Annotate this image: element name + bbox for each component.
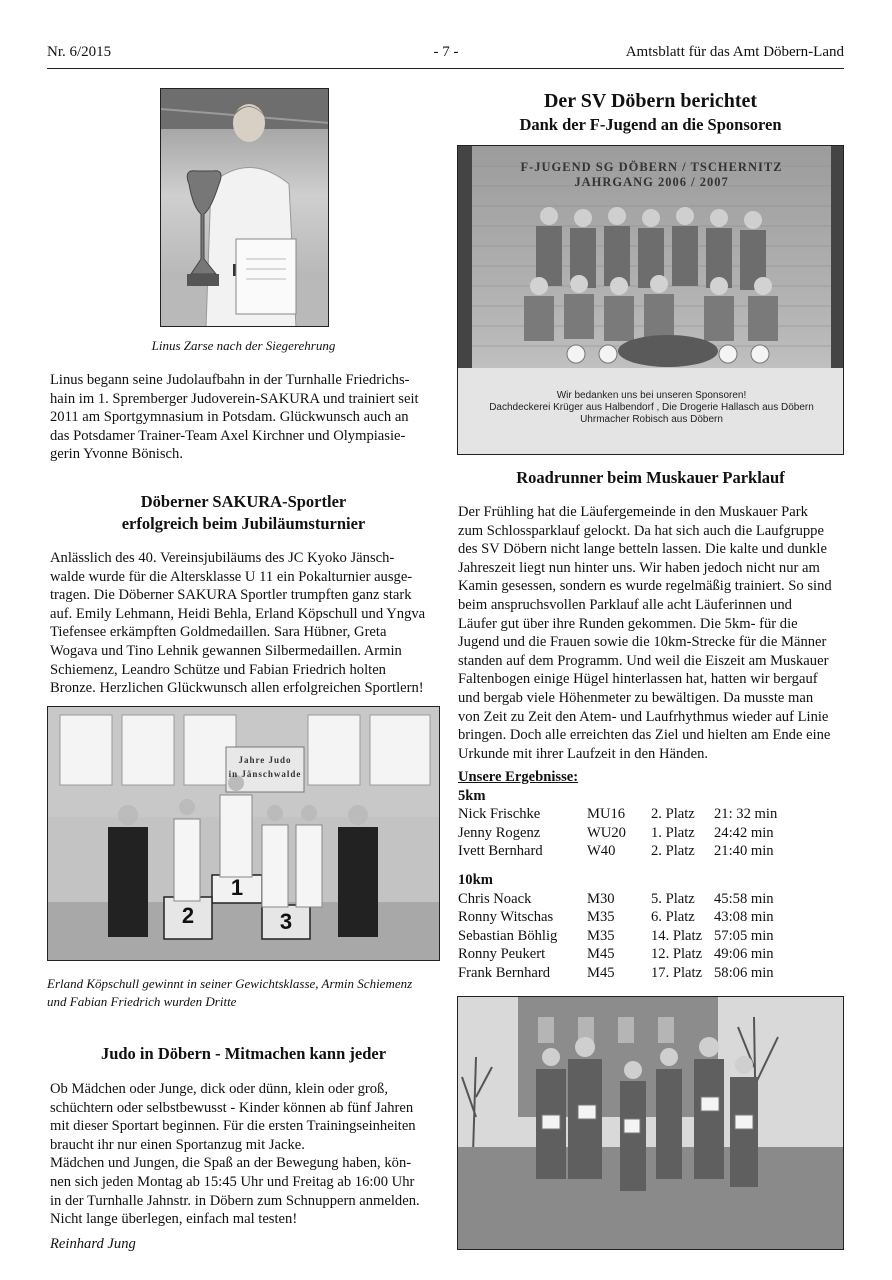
runner-name: Ronny Peukert [458, 946, 546, 963]
text-line: Der Frühling hat die Läufergemeinde in den Muskauer Park [458, 504, 808, 520]
text-line: von Zeit zu Zeit den Atem- und Laufrhythmus wieder auf Linie [458, 708, 829, 725]
caption-line: Erland Köpschull gewinnt in seiner Gewichtsklasse, Armin Schiemenz [47, 976, 413, 991]
text-line: standen auf dem Programm. Und weil die Eiszeit am Muskauer [458, 652, 829, 669]
photo-linus-illustration [161, 89, 329, 327]
runner-time: 21:40 min [714, 843, 774, 860]
runner-name: Ronny Witschas [458, 909, 554, 926]
runner-place: 1. Platz [651, 824, 695, 841]
photo2-caption [47, 975, 440, 1011]
sakura-paragraph [50, 549, 440, 698]
sakura-headline-line1: Döberner SAKURA-Sportler [140, 492, 347, 511]
text-line: bringen. Doch alle erreichten das Ziel und hielten am Ende eine [458, 727, 831, 744]
runner-time: 24:42 min [714, 824, 774, 841]
runner-name: Jenny Rogenz [458, 824, 541, 841]
text-line: Jahreszeit liegt nun hinter uns. Wir haben jedoch nicht nur am [458, 559, 820, 576]
results-10km-table [458, 890, 774, 983]
linus-paragraph [50, 371, 440, 464]
runner-class: M35 [587, 909, 615, 926]
text-line: walde wurde für die Altersklasse U 11 ein Pokalturnier ausge- [50, 568, 413, 585]
text-line: Ob Mädchen oder Junge, dick oder dünn, klein oder groß, [50, 1081, 389, 1097]
text-line: Nicht lange überlegen, einfach mal testen! [50, 1211, 298, 1228]
text-line: nen sich jeden Montag ab 15:45 Uhr und Freitag ab 16:00 Uhr [50, 1173, 415, 1190]
caption-line: und Fabian Friedrich wurden Dritte [47, 994, 237, 1009]
text-line: Linus begann seine Judolaufbahn in der Turnhalle Friedrichs- [50, 372, 410, 388]
text-line: Läufer gut über ihre Runden gekommen. Die 5km- für die [458, 615, 798, 632]
publication-name: Amtsblatt für das Amt Döbern-Land [625, 44, 844, 60]
table-row [458, 805, 777, 824]
text-line: Faltenbogen einige Hügel hinterlassen hat, hatten wir bergauf [458, 671, 818, 688]
sponsor-line: Dachdeckerei Krüger aus Halbendorf , Die Drogerie Hallasch aus Döbern [489, 402, 814, 413]
podium-number-1: 1 [230, 875, 244, 900]
runner-place: 12. Platz [651, 946, 703, 963]
text-line: des SV Döbern nicht lange betteln lassen. Die kalte und dunkle [458, 541, 827, 558]
text-line: Jugend und die Frauen sowie die 10km-Strecke für die Männer [458, 634, 827, 651]
text-line: mit dieser Sportart beginnen. Für die ersten Trainingseinheiten [50, 1118, 416, 1135]
sponsor-line: Uhrmacher Robisch aus Döbern [580, 414, 723, 425]
podium-number-2: 2 [181, 903, 195, 928]
text-line: gerin Yvonne Bönisch. [50, 446, 183, 463]
photo-runners-illustration [458, 997, 844, 1250]
sakura-headline [47, 491, 440, 535]
runner-class: M35 [587, 927, 615, 944]
runner-time: 58:06 min [714, 964, 774, 981]
text-line: Anlässlich des 40. Vereinsjubiläums des JC Kyoko Jänsch- [50, 550, 395, 566]
results-5km-label: 5km [458, 787, 486, 804]
roadrunner-paragraph [458, 503, 843, 763]
table-row [458, 824, 777, 843]
text-line: 2011 am Sportgymnasium in Potsdam. Glückwunsch auch an [50, 409, 409, 426]
runner-place: 2. Platz [651, 843, 695, 860]
runner-place: 2. Platz [651, 806, 695, 823]
photo-runners [457, 996, 844, 1250]
photo-podium [47, 706, 440, 961]
author: Reinhard Jung [50, 1236, 136, 1252]
issue-number: Nr. 6/2015 [47, 44, 112, 60]
text-line: auf. Emily Lehmann, Heidi Behla, Erland Köpschull und Yngva [50, 605, 426, 622]
podium-number-3: 3 [279, 909, 293, 934]
table-row [458, 842, 777, 861]
text-line: beim anspruchsvollen Parklauf alle acht Läuferinnen und [458, 596, 792, 613]
runner-name: Frank Bernhard [458, 964, 550, 981]
photo-podium-illustration [48, 707, 440, 961]
results-title: Unsere Ergebnisse: [458, 769, 579, 785]
runner-time: 45:58 min [714, 890, 774, 907]
runner-time: 57:05 min [714, 927, 774, 944]
text-line: Wogava und Tino Lehnik gewannen Silbermedaillen. Armin [50, 642, 402, 659]
team-banner [478, 160, 825, 190]
sponsor-text [472, 390, 831, 426]
text-line: Bronze. Herzlichen Glückwunsch allen erfolgreichen Sportlern! [50, 680, 424, 697]
runner-time: 43:08 min [714, 909, 774, 926]
results-block [458, 768, 843, 983]
header-rule [47, 68, 844, 69]
text-line: Urkunde mit ihrer Laufzeit in den Händen. [458, 745, 709, 762]
text-line: Tiefensee erkämpften Goldmedaillen. Sara Hübner, Greta [50, 624, 387, 641]
runner-place: 6. Platz [651, 909, 695, 926]
text-line: braucht ihr nur einen Sportanzug mit Jacke. [50, 1136, 305, 1153]
text-line: zum Schlossparklauf gelockt. Da hat sich auch die Laufgruppe [458, 522, 824, 539]
photo-team [457, 145, 844, 455]
team-banner-line1: F-JUGEND SG DÖBERN / TSCHERNITZ [520, 160, 783, 174]
text-line: in der Turnhalle Jahnstr. in Döbern zum Schnuppern anmelden. [50, 1192, 420, 1209]
runner-class: M30 [587, 890, 615, 907]
podium-banner [226, 753, 304, 781]
text-line: das Potsdamer Trainer-Team Axel Kirchner und Olympiasie- [50, 427, 406, 444]
team-banner-line2: JAHRGANG 2006 / 2007 [574, 175, 729, 189]
runner-time: 49:06 min [714, 946, 774, 963]
page-number: - 7 - [433, 44, 459, 60]
text-line: Mädchen und Jungen, die Spaß an der Bewegung haben, kön- [50, 1155, 412, 1172]
roadrunner-headline: Roadrunner beim Muskauer Parklauf [516, 468, 785, 487]
table-row [458, 945, 774, 964]
runner-class: M45 [587, 946, 615, 963]
table-row [458, 908, 774, 927]
runner-class: M45 [587, 964, 615, 981]
photo-linus-zarse [160, 88, 329, 327]
results-5km-table [458, 805, 777, 861]
sv-headline: Der SV Döbern berichtet [543, 90, 758, 112]
table-row [458, 890, 774, 909]
text-line: und bergab viele Höhenmeter zu bewältigen. Da musste man [458, 689, 814, 706]
text-line: schüchtern oder selbstbewusst - Kinder können ab fünf Jahren [50, 1099, 414, 1116]
text-line: tragen. Die Döberner SAKURA Sportler trumpften ganz stark [50, 587, 412, 604]
runner-name: Ivett Bernhard [458, 843, 543, 860]
runner-place: 5. Platz [651, 890, 695, 907]
runner-name: Chris Noack [458, 890, 532, 907]
photo1-caption: Linus Zarse nach der Siegerehrung [151, 338, 336, 353]
runner-time: 21: 32 min [714, 806, 778, 823]
sv-subheadline: Dank der F-Jugend an die Sponsoren [519, 115, 782, 134]
results-10km-label: 10km [458, 871, 493, 888]
table-row [458, 927, 774, 946]
podium-banner-line1: Jahre Judo [238, 755, 292, 765]
runner-class: WU20 [587, 824, 626, 841]
runner-class: W40 [587, 843, 616, 860]
runner-name: Sebastian Böhlig [458, 927, 558, 944]
sponsor-line: Wir bedanken uns bei unseren Sponsoren! [556, 390, 747, 401]
text-line: hain im 1. Spremberger Judoverein-SAKURA und trainiert seit [50, 390, 419, 407]
runner-place: 14. Platz [651, 927, 703, 944]
text-line: Kamin gesessen, sondern es wurde regelmäßig trainiert. So sind [458, 578, 832, 595]
judo-paragraph [50, 1080, 440, 1229]
podium-banner-line2: in Jänschwalde [228, 769, 302, 779]
sakura-headline-line2: erfolgreich beim Jubiläumsturnier [121, 514, 366, 533]
judo-headline: Judo in Döbern - Mitmachen kann jeder [100, 1044, 387, 1063]
runner-name: Nick Frischke [458, 806, 541, 823]
runner-place: 17. Platz [651, 964, 703, 981]
runner-class: MU16 [587, 806, 626, 823]
text-line: Schiemenz, Leandro Schütze und Fabian Friedrich holten [50, 661, 386, 678]
table-row [458, 964, 774, 983]
